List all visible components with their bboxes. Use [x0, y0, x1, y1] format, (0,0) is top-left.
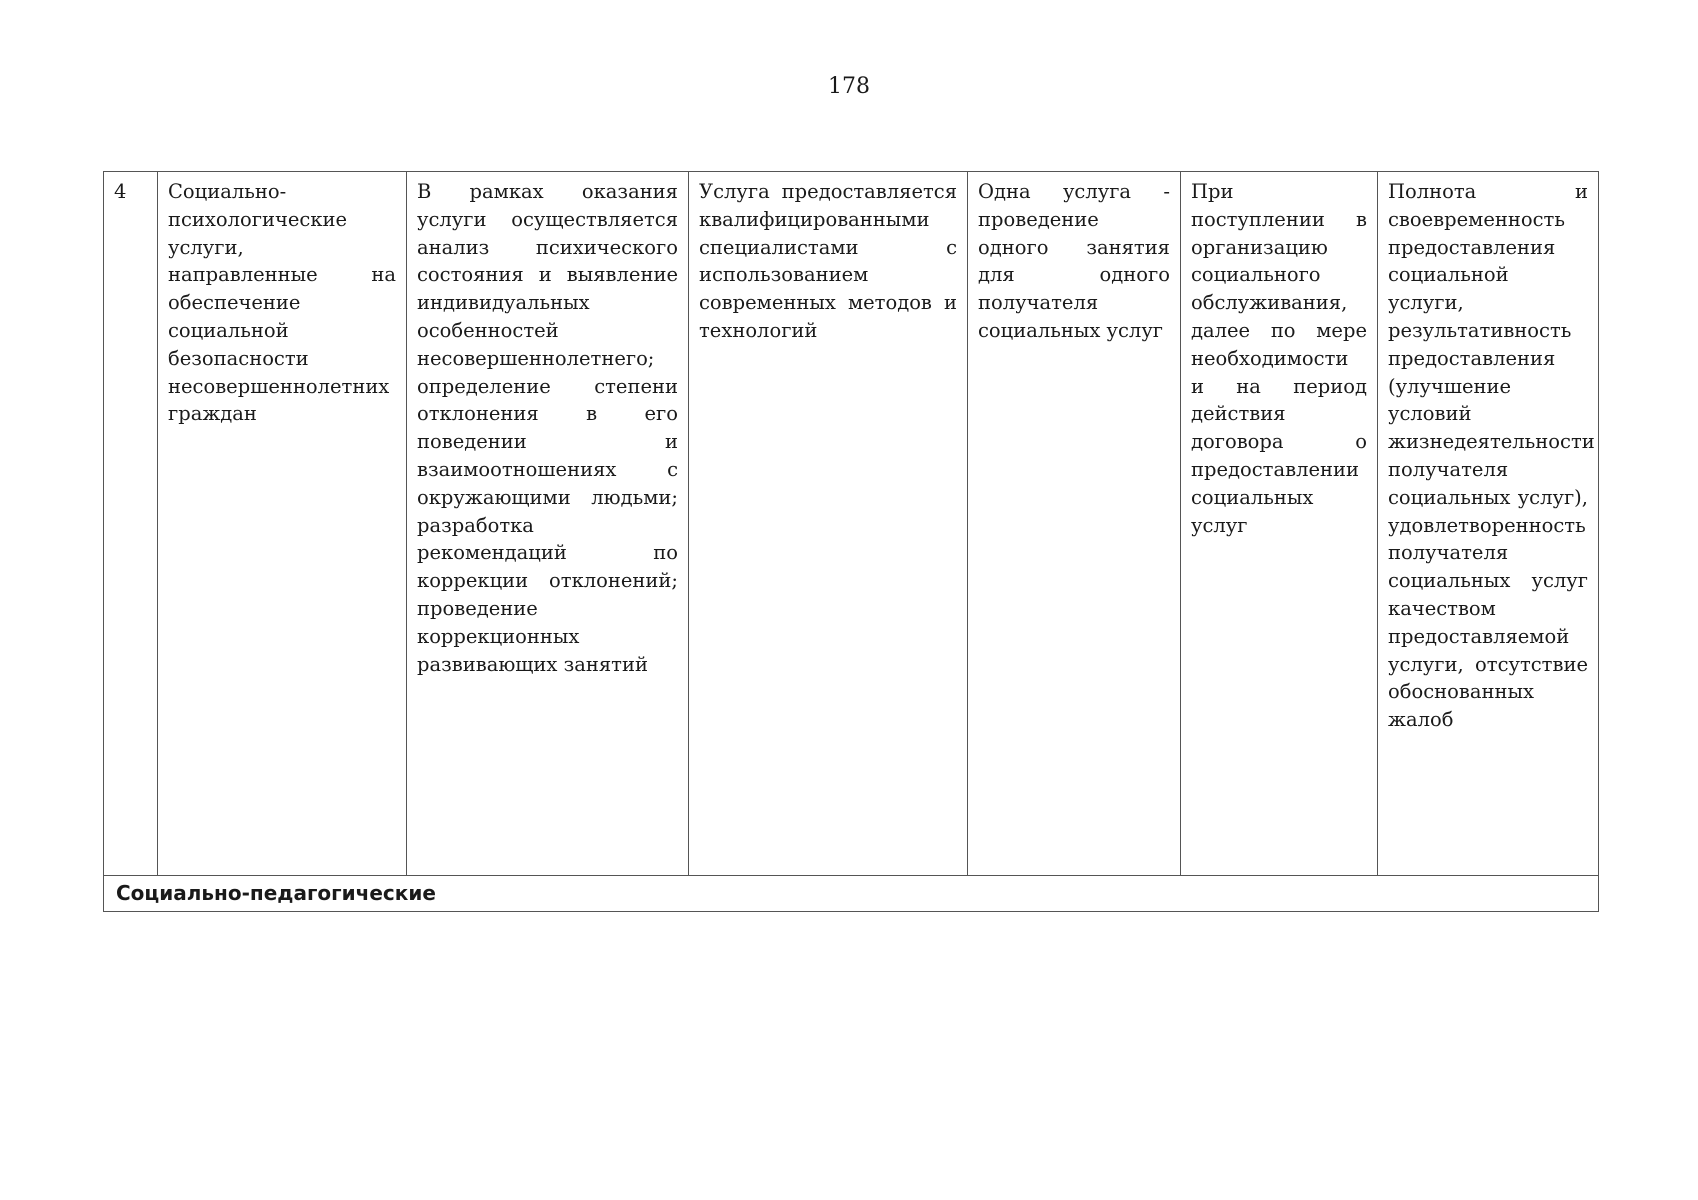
row-number: 4	[104, 172, 158, 876]
services-table	[103, 171, 1599, 912]
table-row	[104, 172, 1599, 876]
page-number: 178	[828, 74, 870, 99]
section-heading-row	[104, 876, 1599, 912]
description-cell: В рамках оказания услуги осуществляется анализ психического состояния и выявление индивидуальных особенностей несовершеннолетнего; определение степени отклонения в его поведении и взаимоотношениях с окружающими людьми; разработка рекомендаций по коррекции отклонений; проведение коррекционных развивающих занятий	[407, 172, 689, 876]
timing-cell: При поступлении в организацию социального обслуживания, далее по мере необходимости и на период действия договора о предоставлении социальных услуг	[1181, 172, 1378, 876]
service-name-cell: Социально-психологические услуги, направленные на обеспечение социальной безопасности несовершеннолетних граждан	[158, 172, 407, 876]
unit-cell: Одна услуга - проведение одного занятия для одного получателя социальных услуг	[968, 172, 1181, 876]
conditions-cell: Услуга предоставляется квалифицированными специалистами с использованием современных методов и технологий	[689, 172, 968, 876]
quality-cell: Полнота и своевременность предоставления социальной услуги, результативность предоставления (улучшение условий жизнедеятельности получателя социальных услуг), удовлетворенность получателя социальных услуг качеством предоставляемой услуги, отсутствие обоснованных жалоб	[1378, 172, 1599, 876]
section-heading: Социально-педагогические	[104, 876, 1599, 912]
